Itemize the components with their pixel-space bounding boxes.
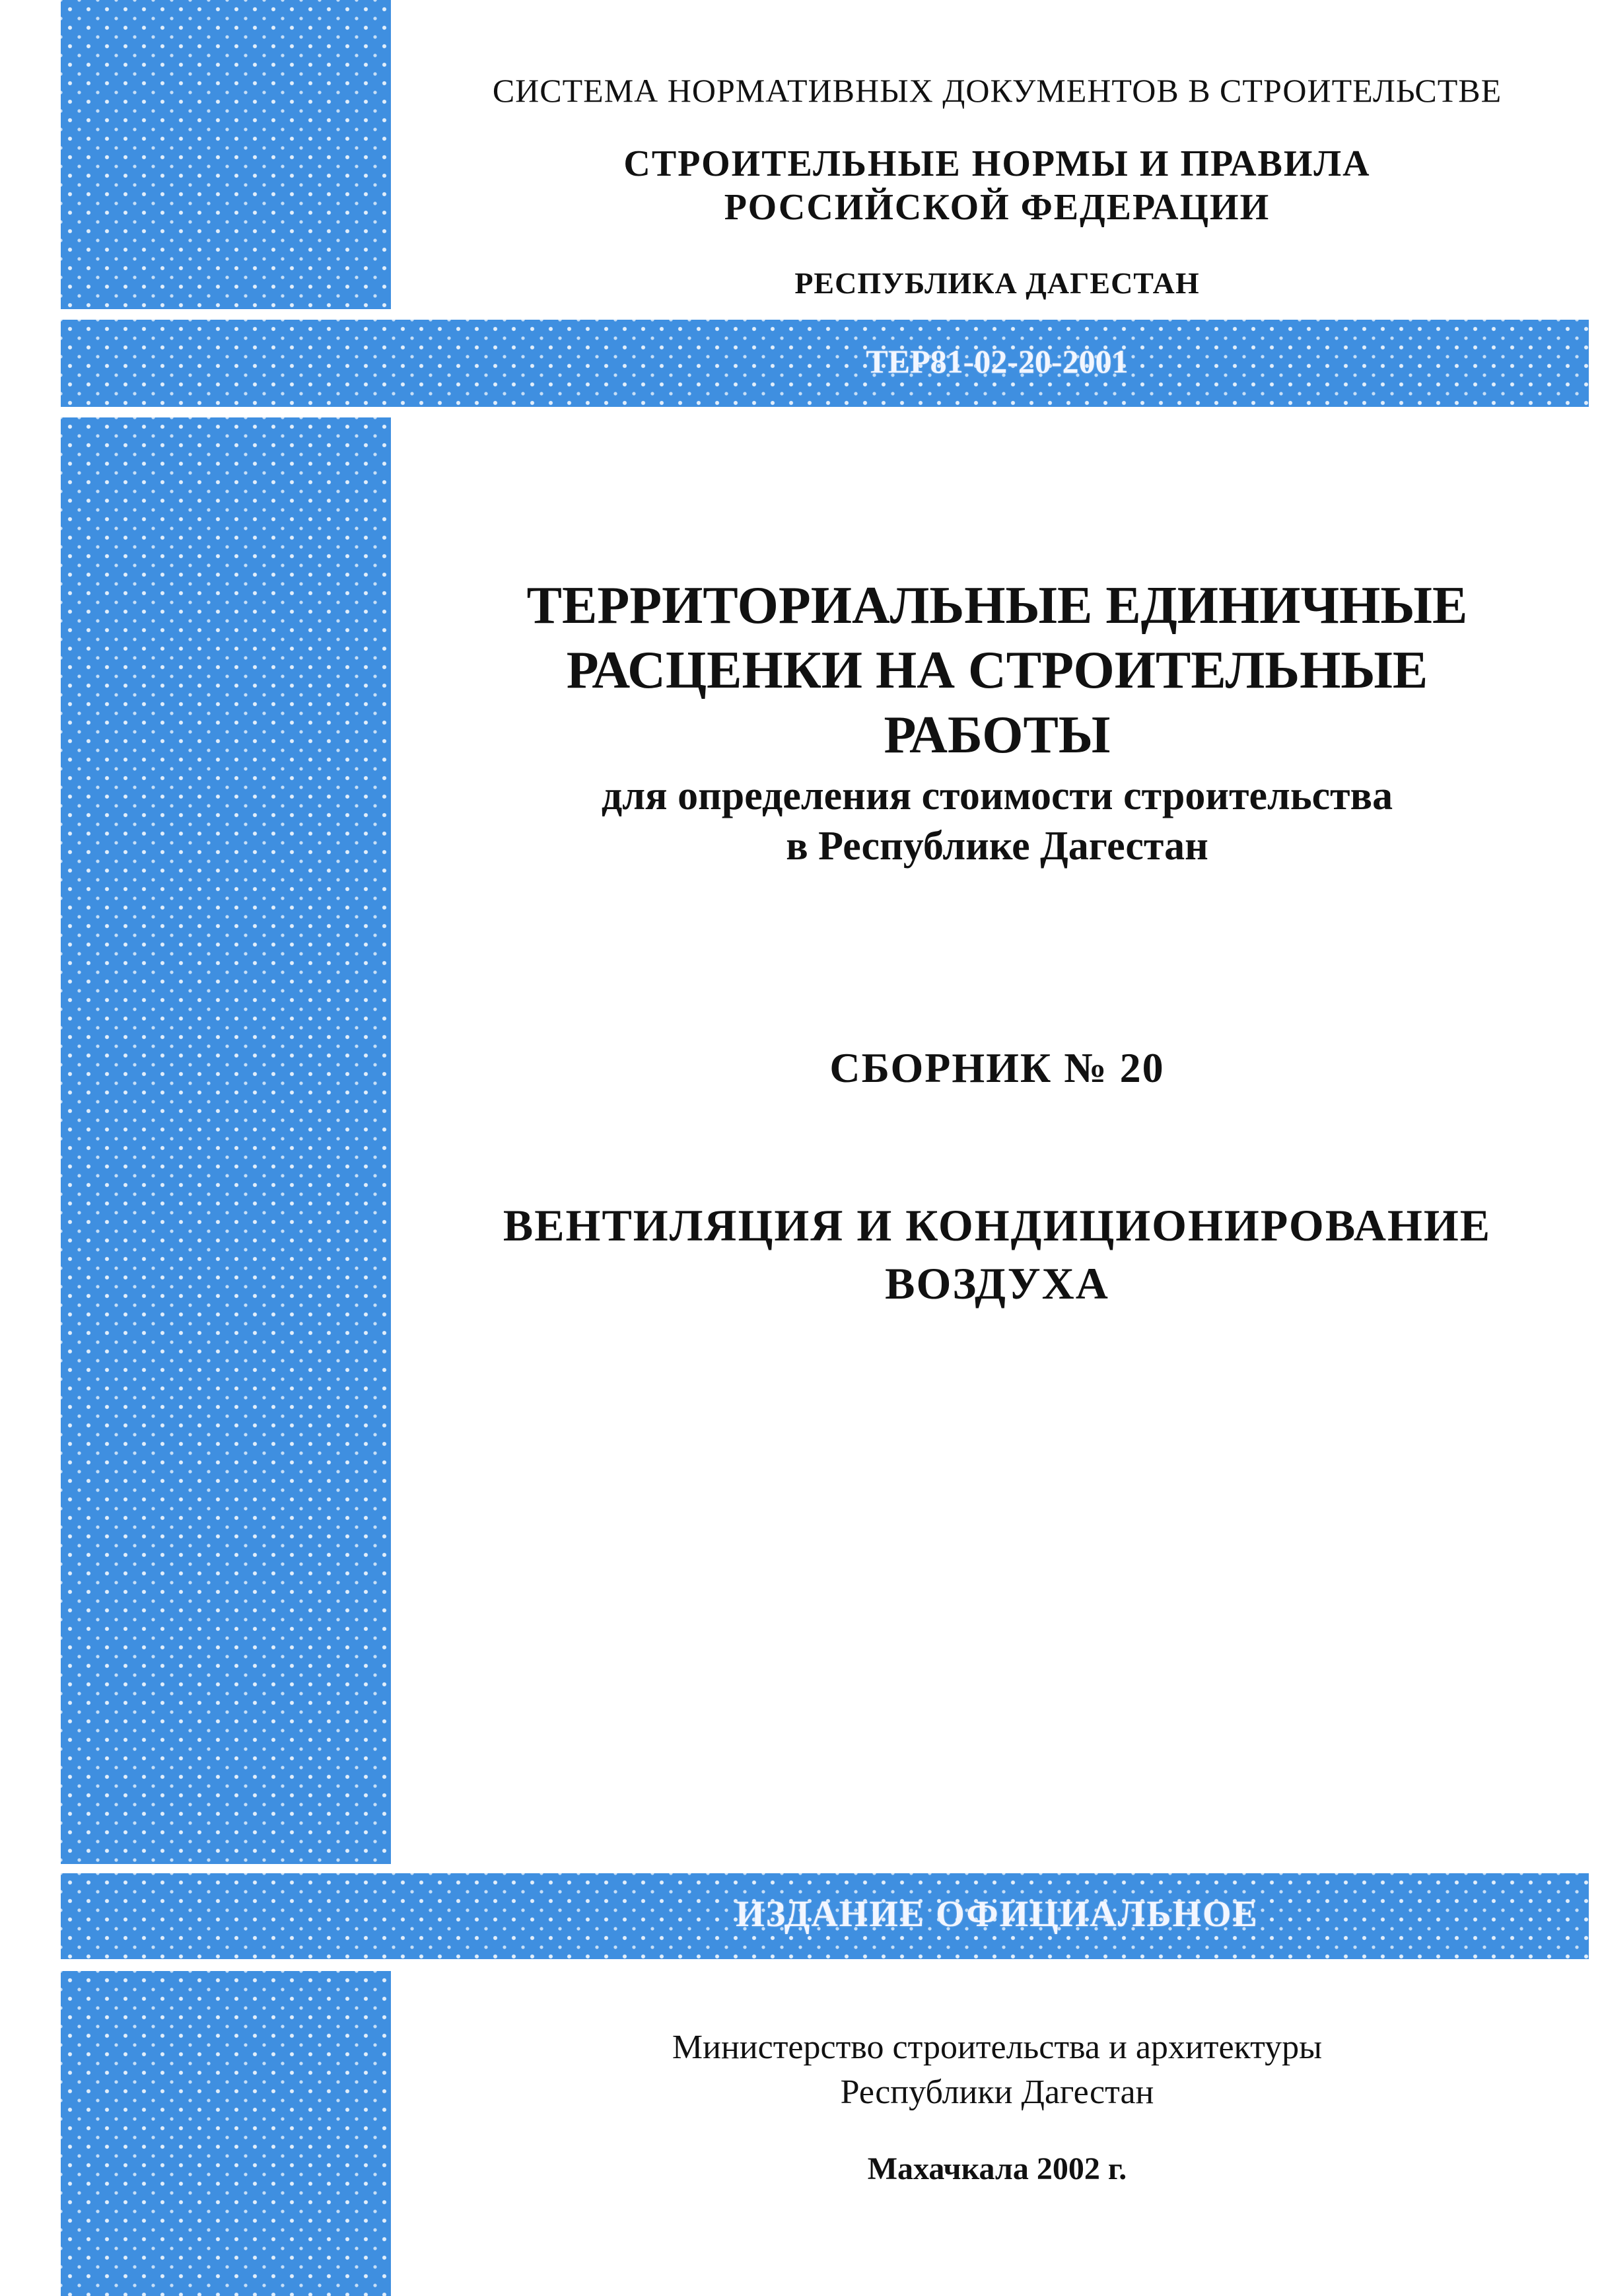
republic-heading: РЕСПУБЛИКА ДАГЕСТАН (794, 266, 1200, 300)
official-edition-label: ИЗДАНИЕ ОФИЦИАЛЬНОЕ (736, 1894, 1259, 1935)
city-year: Махачкала 2002 г. (867, 2151, 1127, 2186)
decorative-blue-column-bottom (61, 1971, 391, 2296)
decorative-blue-column-middle (61, 417, 391, 1864)
subtitle-line1: для определения стоимости строительства (601, 773, 1393, 818)
section-title-line2: ВОЗДУХА (885, 1258, 1109, 1309)
main-title-line3: РАБОТЫ (884, 706, 1111, 764)
document-code: ТЕР81-02-20-2001 (866, 343, 1129, 380)
snip-heading-line1: СТРОИТЕЛЬНЫЕ НОРМЫ И ПРАВИЛА (623, 143, 1371, 184)
snip-heading-line2: РОССИЙСКОЙ ФЕДЕРАЦИИ (724, 187, 1271, 228)
subtitle-line2: в Республике Дагестан (786, 824, 1208, 869)
publisher-line2: Республики Дагестан (840, 2073, 1154, 2111)
publisher-line1: Министерство строительства и архитектуры (672, 2028, 1323, 2066)
collection-number: СБОРНИК № 20 (829, 1044, 1165, 1091)
main-title-line2: РАСЦЕНКИ НА СТРОИТЕЛЬНЫЕ (566, 641, 1428, 700)
decorative-blue-column-top (61, 0, 391, 309)
system-heading: СИСТЕМА НОРМАТИВНЫХ ДОКУМЕНТОВ В СТРОИТЕЛЬСТВЕ (492, 72, 1502, 109)
section-title-line1: ВЕНТИЛЯЦИЯ И КОНДИЦИОНИРОВАНИЕ (503, 1200, 1492, 1250)
main-title-line1: ТЕРРИТОРИАЛЬНЫЕ ЕДИНИЧНЫЕ (526, 577, 1468, 635)
